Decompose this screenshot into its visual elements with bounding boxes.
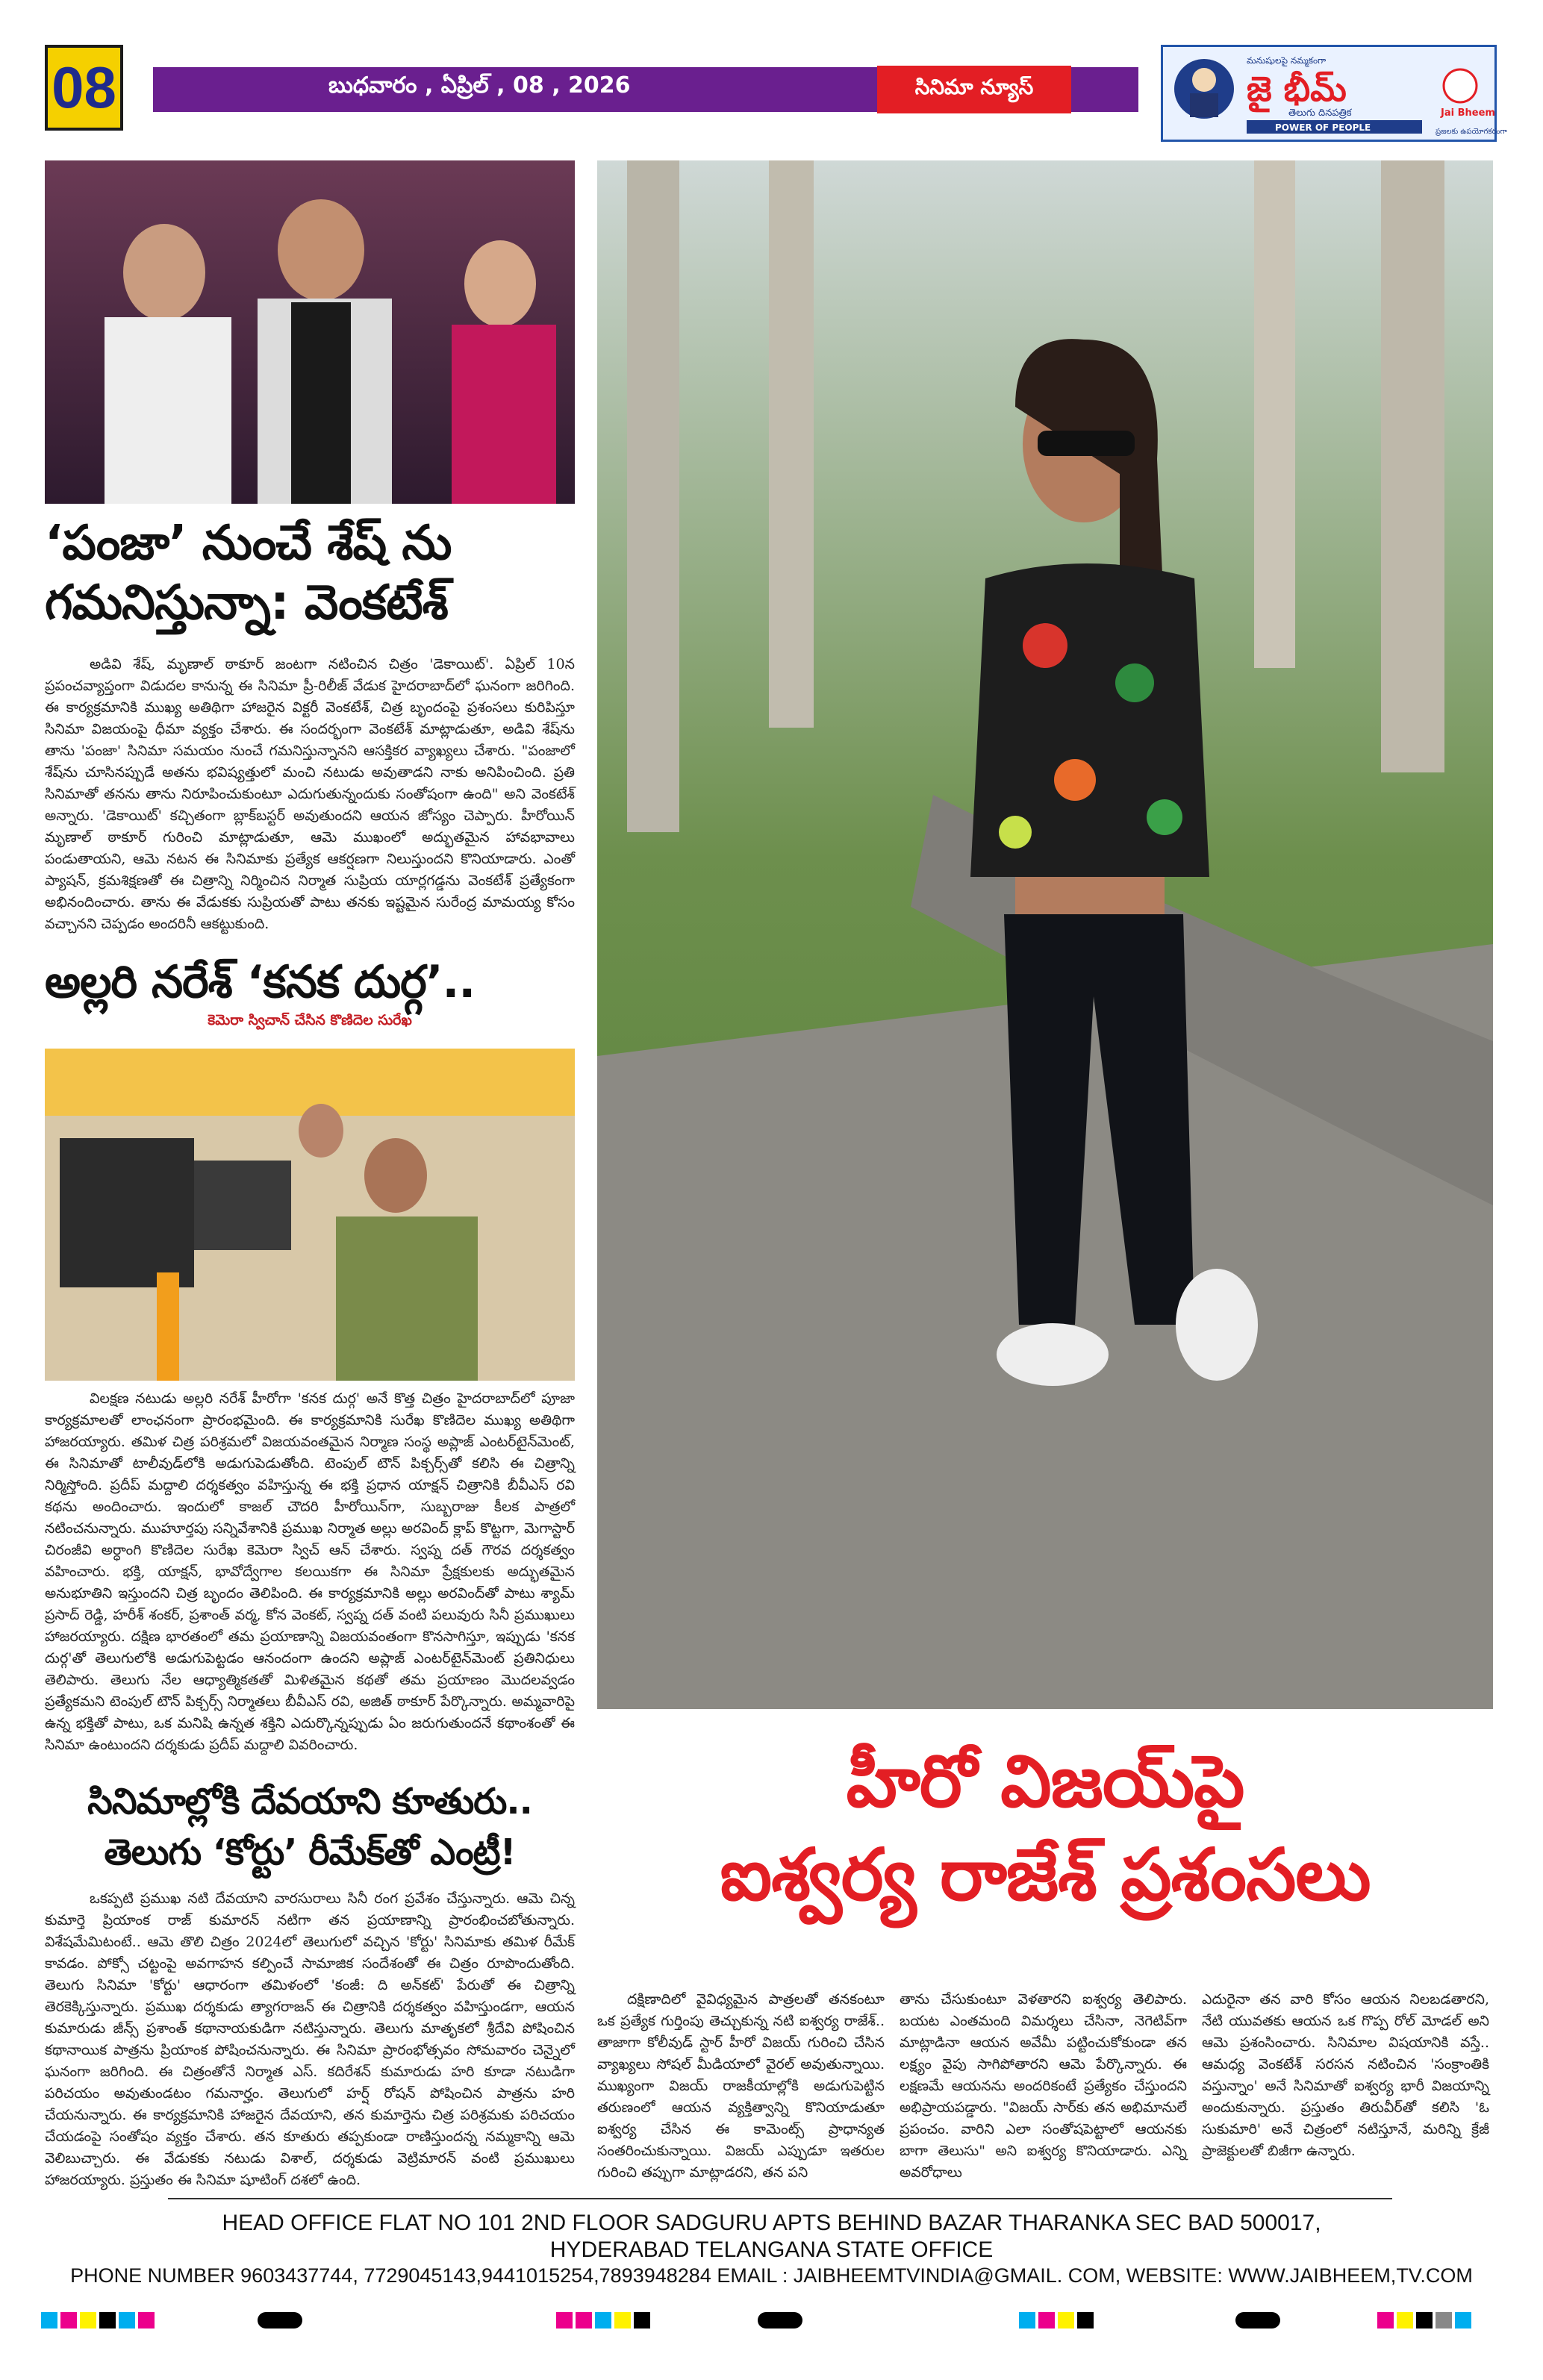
color-strip-center bbox=[556, 2312, 650, 2329]
page-number: 08 bbox=[45, 45, 123, 131]
footer-contact-line: PHONE NUMBER 9603437744, 7729045143,9441015254,7893948284 EMAIL : JAIBHEEMTVINDIA@GMAIL. COM, WEBSITE: WWW.JAIBHEEM,TV.COM bbox=[70, 2264, 1473, 2287]
footer-address-line2: HYDERABAD TELANGANA STATE OFFICE bbox=[549, 2237, 994, 2262]
aishwarya-body-col3: ఎదురైనా తన వారి కోసం ఆయన నిలబడతారని, నేటి యువతకు ఆయన ఒక గొప్ప రోల్ మోడల్ అని ఆమె ప్రశంసించారు. సినిమాల విషయానికి వస్తే.. ఆమధ్య వెంకటేశ్ సరసన నటించిన 'సంక్రాంతికి వస్తున్నాం' అనే సినిమాతో ఐశ్వర్య భారీ విజయాన్ని అందుకున్నారు. ప్రస్తుతం తిరువీర్‌తో కలిసి 'ఓ సుకుమారి' అనే చిత్రంలో నటిస్తూనే, మరిన్ని క్రేజీ ప్రాజెక్టులతో బిజీగా ఉన్నారు. bbox=[1202, 1991, 1489, 2159]
masthead-bottom-note: ప్రజలకు ఉపయోగకరంగా bbox=[1436, 128, 1507, 136]
color-strip-left bbox=[41, 2312, 155, 2329]
footer-address-line1: HEAD OFFICE FLAT NO 101 2ND FLOOR SADGURU APTS BEHIND BAZAR THARANKA SEC BAD 500017, bbox=[222, 2211, 1321, 2235]
print-registration-marks bbox=[41, 2306, 1504, 2336]
masthead-subtitle: తెలుగు దినపత్రిక bbox=[1288, 107, 1352, 119]
masthead-logo bbox=[1161, 45, 1507, 142]
venkatesh-headline bbox=[45, 513, 575, 633]
section-tag: సినిమా న్యూస్ bbox=[877, 66, 1071, 113]
naresh-headline: అల్లరి నరేశ్ ‘కనక దుర్గ’.. bbox=[45, 956, 476, 1008]
naresh-pooja-photo bbox=[45, 1049, 575, 1381]
masthead-title: జై భీమ్ bbox=[1247, 69, 1347, 109]
aishwarya-headline-line1: హీరో విజయ్‌పై bbox=[846, 1740, 1244, 1823]
crop-mark-left bbox=[258, 2312, 302, 2329]
aishwarya-main-photo bbox=[597, 160, 1493, 1709]
devayani-headline-line2: తెలుగు ‘కోర్టు’ రీమేక్‌తో ఎంట్రీ! bbox=[104, 1831, 516, 1873]
masthead-graphic bbox=[1163, 47, 1507, 140]
footer-rule bbox=[168, 2198, 1392, 2199]
aishwarya-body-col1: దక్షిణాదిలో వైవిధ్యమైన పాత్రలతో తనకంటూ ఒక ప్రత్యేక గుర్తింపు తెచ్చుకున్న నటి ఐశ్వర్య రాజేశ్.. తాజాగా కోలీవుడ్ స్టార్ హీరో విజయ్ గురించి చేసిన వ్యాఖ్యలు సోషల్ మీడియాలో వైరల్ అవుతున్నాయి. ముఖ్యంగా విజయ్ రాజకీయాల్లోకి అడుగుపెట్టిన తరుణంలో ఆయన వ్యక్తిత్వాన్ని కొనియాడుతూ ఐశ్వర్య చేసిన ఈ కామెంట్స్ ప్రాధాన్యత సంతరించుకున్నాయి. విజయ్ ఎప్పుడూ ఇతరుల గురించి తప్పుగా మాట్లాడరని, తన పని bbox=[597, 1991, 885, 2181]
aishwarya-body-col2: తాను చేసుకుంటూ వెళతారని ఐశ్వర్య తెలిపారు. బయట ఎంతమంది విమర్శలు చేసినా, నెగెటివ్‌గా మాట్లాడినా ఆయన అవేమీ పట్టించుకోకుండా తన లక్ష్యం వైపు సాగిపోతారని ఆమె పేర్కొన్నారు. ఈ లక్షణమే ఆయనను అందరికంటే ప్రత్యేకం చేస్తుందని అభిప్రాయపడ్డారు. "విజయ్ సార్‌కు తన అభిమానులే ప్రపంచం. వారిని ఎలా సంతోషపెట్టాలో ఆయనకు బాగా తెలుసు" అని ఐశ్వర్య కొనియాడారు. ఎన్ని అవరోధాలు bbox=[900, 1991, 1187, 2181]
naresh-caption: కెమెరా స్విచాన్ చేసిన కొణిదెల సురేఖ bbox=[208, 1012, 412, 1028]
masthead-top-note: మనుషులపై నమ్మకంగా bbox=[1247, 55, 1327, 66]
aishwarya-headline-line2: ఐశ్వర్య రాజేశ్ ప్రశంసలు bbox=[720, 1833, 1371, 1917]
devayani-body: ఒకప్పటి ప్రముఖ నటి దేవయాని వారసురాలు సినీ రంగ ప్రవేశం చేస్తున్నారు. ఆమె చిన్న కుమార్తె ప్రియాంక రాజ్ కుమారన్ నటిగా తన ప్రయాణాన్ని ప్రారంభించబోతున్నారు. విశేషమేమిటంటే.. ఆమె తొలి చిత్రం 2024లో తెలుగులో వచ్చిన 'కోర్టు' సినిమాకు తమిళ రీమేక్ కావడం. పోక్సో చట్టంపై అవగాహన కల్పించే సామాజిక సందేశంతో ఈ చిత్రం రూపొందుతోంది. తెలుగు సినిమా 'కోర్టు' ఆధారంగా తమిళంలో 'కంజీ: ది అన్‌కట్' పేరుతో ఈ చిత్రాన్ని తెరకెక్కిస్తున్నారు. ప్రముఖ దర్శకుడు త్యాగరాజన్ ఈ చిత్రానికి దర్శకత్వం వహిస్తుండగా, ఆయన కుమారుడు జీన్స్ ప్రశాంత్ కథానాయకుడిగా నటిస్తున్నారు. తెలుగు మాతృకలో శ్రీదేవి పోషించిన కథానాయిక పాత్రను ప్రియాంక పోషించనున్నారు. ఈ సినిమా ప్రారంభోత్సవం సోమవారం చెన్నైలో ఘనంగా జరిగింది. ఈ చిత్రంతోనే నిర్మాత ఎస్. కదిరేశన్ కుమారుడు హరి కూడా నటుడిగా పరిచయం అవుతుండటం గమనార్హం. తెలుగులో హర్ష్ రోషన్ పోషించిన పాత్రను హరి చేయనున్నారు. ఈ కార్యక్రమానికి హాజరైన దేవయాని, తన కుమార్తెను చిత్ర పరిశ్రమకు పరిచయం చేయడంపై సంతోషం వ్యక్తం చేశారు. తన కూతురు తప్పకుండా రాణిస్తుందన్న నమ్మకాన్ని ఆమె వెలిబుచ్చారు. ఈ వేడుకకు నటుడు విశాల్, దర్శకుడు వెట్రిమారన్ వంటి ప్రముఖులు హాజరయ్యారు. ప్రస్తుతం ఈ సినిమా షూటింగ్ దశలో ఉంది. bbox=[45, 1890, 575, 2188]
devayani-headline-line1: సినిమాల్లోకి దేవయాని కూతురు.. bbox=[87, 1781, 532, 1823]
venkatesh-body: అడివి శేష్, మృణాల్ ఠాకూర్ జంటగా నటించిన చిత్రం 'డెకాయిట్'. ఏప్రిల్ 10న ప్రపంచవ్యాప్తంగా విడుదల కానున్న ఈ సినిమా ప్రీ-రిలీజ్ వేడుక హైదరాబాద్‌లో ఘనంగా జరిగింది. ఈ కార్యక్రమానికి ముఖ్య అతిథిగా హాజరైన విక్టరీ వెంకటేశ్, చిత్ర బృందంపై ప్రశంసలు కురిపిస్తూ సినిమా విజయంపై ధీమా వ్యక్తం చేశారు. ఈ సందర్భంగా వెంకటేశ్ మాట్లాడుతూ, అడివి శేష్‌ను తాను 'పంజా' సినిమా సమయం నుంచే గమనిస్తున్నానని ఆసక్తికర వ్యాఖ్యలు చేశారు. "పంజాలో శేష్‌ను చూసినప్పుడే అతను భవిష్యత్తులో మంచి నటుడు అవుతాడని నాకు అనిపించింది. ప్రతి సినిమాతో తనను తాను నిరూపించుకుంటూ ఎదుగుతున్నందుకు సంతోషంగా ఉంది" అని వెంకటేశ్ అన్నారు. 'డెకాయిట్' కచ్చితంగా బ్లాక్‌బస్టర్ అవుతుందని ఆయన జోస్యం చెప్పారు. హీరోయిన్ మృణాల్ ఠాకూర్ గురించి మాట్లాడుతూ, ఆమె ముఖంలో అద్భుతమైన హావభావాలు పండుతాయని, ఆమె నటన ఈ సినిమాకు ప్రత్యేక ఆకర్షణగా నిలుస్తుందని కొనియాడారు. ఎంతో ప్యాషన్, క్రమశిక్షణతో ఈ చిత్రాన్ని నిర్మించిన నిర్మాత సుప్రియ యార్లగడ్డను వెంకటేశ్ ప్రత్యేకంగా అభినందించారు. తాను ఈ వేడుకకు సుప్రియతో పాటు తనకు ఇష్టమైన సురేంద్ర మామయ్య కోసం వచ్చానని చెప్పడం అందరినీ ఆకట్టుకుంది. bbox=[45, 656, 575, 932]
aishwarya-headline bbox=[597, 1735, 1493, 1922]
venkatesh-event-photo bbox=[45, 160, 575, 504]
venkatesh-headline-line2: గమనిస్తున్నా: వెంకటేశ్ bbox=[45, 575, 448, 631]
devayani-headline bbox=[45, 1776, 575, 1878]
color-strip-far-right bbox=[1377, 2312, 1471, 2329]
crop-mark-right bbox=[1235, 2312, 1280, 2329]
masthead-brand: Jai Bheem bbox=[1441, 107, 1495, 119]
venkatesh-headline-line1: ‘పంజా’ నుంచే శేష్ ను bbox=[45, 516, 452, 571]
masthead-tagline: POWER OF PEOPLE bbox=[1275, 122, 1371, 133]
issue-date: బుధవారం , ఏప్రిల్ , 08 , 2026 bbox=[328, 72, 631, 99]
naresh-body: విలక్షణ నటుడు అల్లరి నరేశ్ హీరోగా 'కనక దుర్గ' అనే కొత్త చిత్రం హైదరాబాద్‌లో పూజా కార్యక్రమాలతో లాంఛనంగా ప్రారంభమైంది. ఈ కార్యక్రమానికి సురేఖ కొణిదెల ముఖ్య అతిథిగా హాజరయ్యారు. తమిళ చిత్ర పరిశ్రమలో విజయవంతమైన నిర్మాణ సంస్థ అప్లాజ్ ఎంటర్‌టైన్‌మెంట్, ఈ సినిమాతో టాలీవుడ్‌లోకి అడుగుపెడుతోంది. టెంపుల్ టౌన్ పిక్చర్స్‌తో కలిసి ఈ చిత్రాన్ని నిర్మిస్తోంది. ప్రదీప్ మద్దాలి దర్శకత్వం వహిస్తున్న ఈ భక్తి ప్రధాన యాక్షన్ చిత్రానికి బీవీఎస్ రవి కథను అందించారు. ఇందులో కాజల్ చౌదరి హీరోయిన్‌గా, సుబ్బరాజు కీలక పాత్రలో నటించనున్నారు. ముహూర్తపు సన్నివేశానికి ప్రముఖ నిర్మాత అల్లు అరవింద్ క్లాప్ కొట్టగా, మెగాస్టార్ చిరంజీవి అర్ధాంగి కొణిదెల సురేఖ కెమెరా స్విచ్ ఆన్ చేశారు. స్వప్న దత్ గౌరవ దర్శకత్వం వహించారు. భక్తి, యాక్షన్, భావోద్వేగాల కలయికగా ఈ సినిమా ప్రేక్షకులకు అద్భుతమైన అనుభూతిని ఇస్తుందని చిత్ర బృందం తెలిపింది. ఈ కార్యక్రమానికి అల్లు అరవింద్‌తో పాటు శ్యామ్ ప్రసాద్ రెడ్డి, హరీశ్ శంకర్, ప్రశాంత్ వర్మ, కోన వెంకట్, స్వప్న దత్ వంటి పలువురు సినీ ప్రముఖులు హాజరయ్యారు. దక్షిణ భారతంలో తమ ప్రయాణాన్ని విజయవంతంగా కొనసాగిస్తూ, ఇప్పుడు 'కనక దుర్గ'తో తెలుగులోకి అడుగుపెట్టడం ఆనందంగా ఉందని అప్లాజ్ ఎంటర్‌టైన్‌మెంట్ ప్రతినిధులు తెలిపారు. తెలుగు నేల ఆధ్యాత్మికతతో మిళితమైన కథతో తమ ప్రయాణం మొదలవ్వడం ప్రత్యేకమని టెంపుల్ టౌన్ పిక్చర్స్ నిర్మాతలు బీవీఎస్ రవి, అజిత్ ఠాకూర్ పేర్కొన్నారు. అమ్మవారిపై ఉన్న భక్తితో పాటు, ఒక మనిషి ఉన్నత శక్తిని ఎదుర్కొన్నప్పుడు ఏం జరుగుతుందనే కథాంశంతో ఈ సినిమా ఉంటుందని దర్శకుడు ప్రదీప్ మద్దాలి వివరించారు. bbox=[45, 1390, 575, 1753]
color-strip-right bbox=[1019, 2312, 1094, 2329]
crop-mark-center bbox=[758, 2312, 802, 2329]
